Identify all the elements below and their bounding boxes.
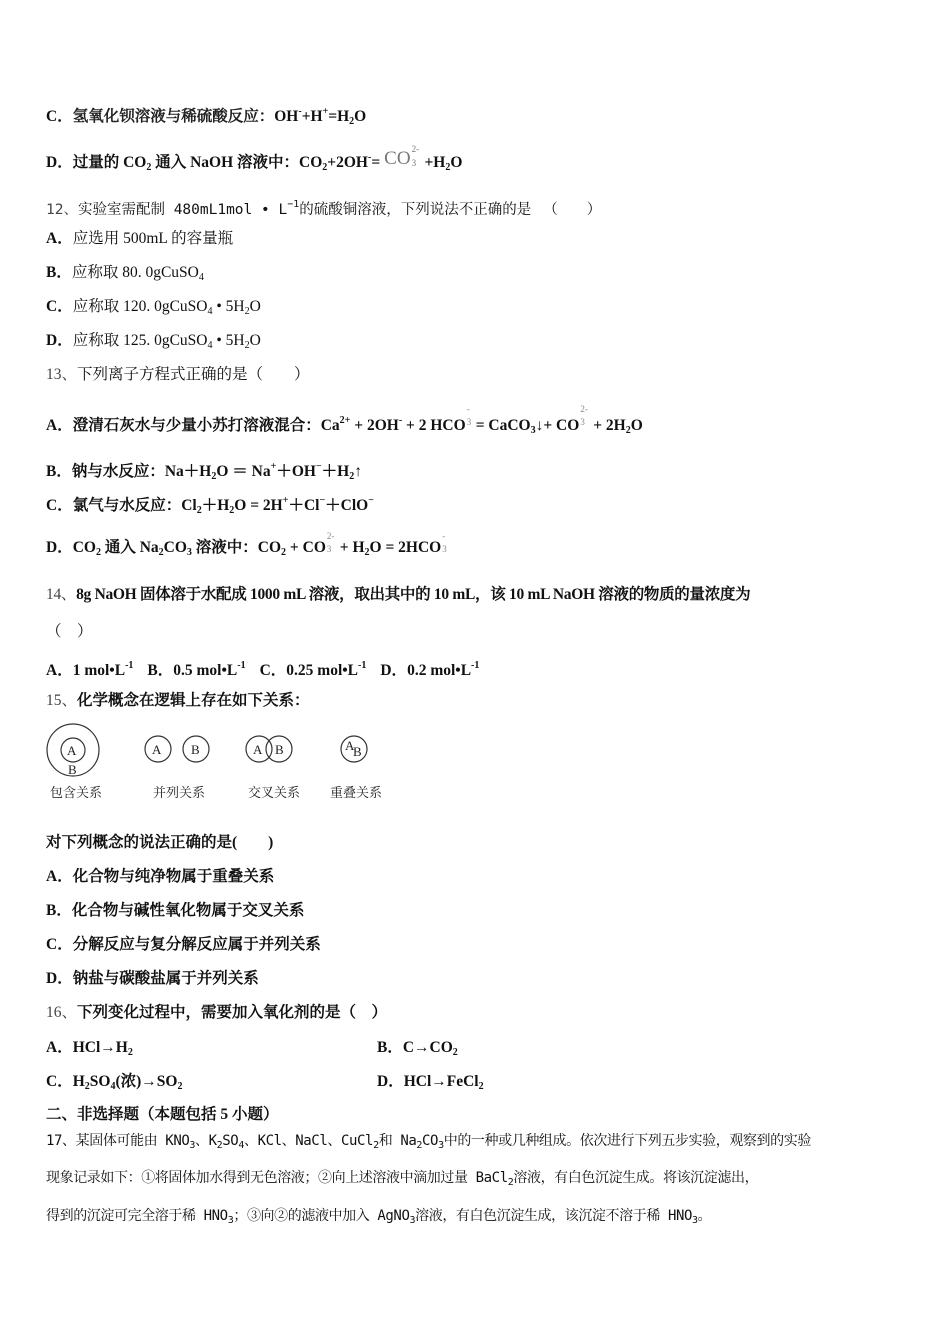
question-number: 16、	[46, 1004, 78, 1021]
q14-stem	[46, 585, 750, 605]
formula-sup: -	[398, 415, 403, 426]
formula-part: = CaCO	[475, 417, 531, 434]
q12-option-c	[46, 297, 261, 322]
formula-part: + 2H	[589, 417, 626, 434]
option-label: A．	[46, 868, 73, 885]
option-text: 通入 Na	[100, 539, 159, 556]
formula-sup: −	[368, 495, 374, 506]
q14-option-b	[147, 662, 245, 679]
formula-sub: 4	[207, 340, 213, 351]
overlap-a-label: A	[345, 738, 355, 753]
formula-part: CO	[299, 154, 323, 171]
question-text: CO	[422, 1133, 439, 1149]
ion-sub: 3	[466, 417, 472, 427]
q12-option-b	[46, 263, 204, 288]
question-number: 14、	[46, 586, 77, 603]
ion-stack	[441, 531, 451, 558]
option-label: C．	[46, 936, 73, 953]
option-label: C．	[46, 497, 73, 514]
formula-sub: 2	[364, 547, 370, 558]
section-heading	[46, 1105, 279, 1125]
formula-part: H	[72, 1073, 85, 1090]
option-text: 过量的 CO	[72, 154, 147, 171]
question-text: 溶液，有白色沉淀生成。将该沉淀滤出，	[513, 1170, 759, 1186]
ion-sub: 3	[326, 544, 332, 554]
answer-blank: （ ）	[543, 202, 602, 218]
formula-part: +2OH	[327, 154, 368, 171]
option-value: 0.2 mol•L	[407, 662, 472, 679]
q15-option-d	[46, 969, 259, 989]
formula-sup: -1	[471, 660, 480, 671]
option-text: O	[249, 298, 261, 315]
q14-option-a	[46, 662, 133, 679]
parallel-left-label: A	[152, 742, 162, 757]
diagram-label-overlap: 重叠关系	[330, 786, 383, 801]
option-label: D．	[46, 154, 73, 171]
formula-sub: 2	[95, 547, 101, 558]
question-text: 得到的沉淀可完全溶于稀 HNO	[46, 1208, 228, 1224]
formula-sub: 2	[478, 1081, 484, 1092]
formula-part: HCl→H	[72, 1039, 128, 1056]
formula-sup: −	[319, 495, 326, 506]
question-text: 现象记录如下：①将固体加水得到无色溶液；②向上述溶液中滴加过量 BaCl	[46, 1170, 508, 1186]
q15-option-c	[46, 935, 321, 955]
carbonate-ion	[384, 144, 420, 169]
venn-diagrams-svg	[46, 722, 406, 782]
option-label: C．	[259, 662, 287, 679]
option-label: C．	[46, 108, 73, 125]
option-value: 1 mol•L	[72, 662, 126, 679]
option-label: C．	[46, 298, 73, 315]
formula-sup: -	[367, 152, 372, 163]
option-text: • 5H	[212, 332, 245, 349]
formula-sub: 2	[84, 1081, 90, 1092]
formula-part: ＋ClO	[325, 497, 369, 514]
option-text: 钠与水反应：	[71, 463, 165, 480]
q16-stem	[46, 1003, 387, 1023]
ion-charge: -	[466, 404, 470, 414]
q16-option-b	[377, 1038, 458, 1063]
q15-option-a	[46, 867, 274, 887]
option-text: 应称取 120. 0gCuSO	[72, 298, 208, 315]
formula-part: +H	[301, 108, 323, 125]
formula-part: =	[371, 154, 381, 171]
option-label: C．	[46, 1073, 73, 1090]
diagram-label-containment: 包含关系	[50, 786, 103, 801]
overlap-b-label: B	[353, 744, 362, 759]
option-label: D．	[380, 662, 408, 679]
formula-part: + CO	[286, 539, 326, 556]
intersection-right-label: B	[275, 742, 284, 757]
formula-sup: 2+	[339, 415, 351, 426]
q17-line-1	[46, 1131, 811, 1156]
formula-part: CO	[72, 539, 96, 556]
option-label: D．	[46, 970, 73, 987]
intersection-left-label: A	[253, 742, 263, 757]
option-label: D．	[46, 539, 73, 556]
ion-sub: 3	[411, 158, 417, 168]
formula-sup: -1	[358, 660, 367, 671]
formula-part: +H	[420, 154, 446, 171]
formula-part: O = 2HCO	[369, 539, 442, 556]
option-text: O	[249, 332, 261, 349]
formula-sup: -1	[125, 660, 134, 671]
q15-option-b	[46, 901, 304, 921]
option-label: B．	[46, 463, 72, 480]
q12-stem	[46, 195, 601, 220]
ion-stack	[579, 404, 589, 431]
formula-part: O ＝ Na	[216, 463, 271, 480]
formula-sub: 2	[349, 471, 355, 482]
formula-part: ＋OH	[276, 463, 316, 480]
option-text: 澄清石灰水与少量小苏打溶液混合：	[72, 417, 321, 434]
formula-sup: −1	[287, 199, 300, 210]
formula-sub: 2	[507, 1177, 514, 1188]
option-label: B．	[377, 1039, 403, 1056]
formula-sup: −	[315, 461, 322, 472]
formula-sub: 4	[207, 306, 213, 317]
formula-sub: 2	[216, 1140, 223, 1151]
containment-inner-label: A	[67, 743, 77, 758]
option-value: 0.5 mol•L	[173, 662, 238, 679]
formula-part: + H	[335, 539, 365, 556]
formula-sub: 2	[322, 162, 328, 173]
q17-line-2	[46, 1168, 758, 1193]
question-number: 15、	[46, 692, 78, 709]
formula-part: Ca	[320, 417, 340, 434]
q16-option-a	[46, 1038, 133, 1063]
option-text: 应称取 80. 0gCuSO	[71, 264, 199, 281]
ion-charge: -	[442, 531, 446, 541]
question-number: 17、	[46, 1133, 76, 1149]
formula-sub: 2	[625, 425, 631, 436]
question-text: 8g NaOH 固体溶于水配成 1000 mL 溶液，取出其中的 10 mL，该 10 mL NaOH 溶液的物质的量浓度为	[76, 586, 751, 603]
question-text: 。	[697, 1208, 712, 1224]
q11-option-d	[46, 144, 463, 178]
formula-sub: 2	[452, 1047, 458, 1058]
formula-part: SO	[89, 1073, 111, 1090]
question-number: 12、	[46, 202, 78, 218]
formula-sub: 2	[127, 1047, 133, 1058]
formula-part: OH	[274, 108, 299, 125]
question-text: 的硫酸铜溶液，下列说法不正确的是	[299, 202, 532, 218]
q13-option-a	[46, 404, 643, 441]
formula-part: + 2OH	[350, 417, 399, 434]
formula-sub: 2	[146, 162, 152, 173]
option-text: • 5H	[212, 298, 245, 315]
q14-blank	[46, 622, 93, 642]
q14-option-c	[260, 662, 367, 679]
option-text: 化合物与纯净物属于重叠关系	[72, 868, 275, 885]
option-label: A．	[46, 230, 73, 247]
formula-sub: 3	[438, 1140, 444, 1151]
formula-part: O	[450, 154, 463, 171]
formula-sub: 3	[186, 547, 192, 558]
formula-part: O	[354, 108, 367, 125]
ion-sub: 3	[442, 544, 447, 554]
q12-option-a	[46, 229, 233, 249]
q13-option-b	[46, 457, 362, 487]
formula-sub: 2	[196, 505, 202, 516]
option-text: 氯气与水反应：	[72, 497, 182, 514]
q15-question	[46, 833, 273, 853]
formula-sub: 2	[445, 162, 451, 173]
option-text: 分解反应与复分解反应属于并列关系	[72, 936, 321, 953]
q13-option-d	[46, 531, 451, 563]
question-text: SO	[222, 1133, 239, 1149]
question-text: ；③向②的滤液中加入 AgNO	[233, 1208, 410, 1224]
question-text: 下列变化过程中，需要加入氧化剂的是（ ）	[77, 1004, 388, 1021]
option-label: D．	[377, 1073, 404, 1090]
formula-sub: 2	[373, 1140, 379, 1151]
q17-line-3	[46, 1206, 711, 1231]
option-text: 应称取 125. 0gCuSO	[72, 332, 208, 349]
q16-option-d	[377, 1072, 484, 1097]
containment-outer-label: B	[68, 762, 77, 777]
formula-sub: 4	[238, 1140, 244, 1151]
ion-stack	[326, 531, 336, 558]
option-label: A．	[46, 1039, 73, 1056]
parallel-right-label: B	[191, 742, 200, 757]
q13-option-c	[46, 491, 374, 521]
option-label: A．	[46, 417, 73, 434]
formula-sub: 2	[281, 547, 287, 558]
formula-part: ＋Cl	[288, 497, 320, 514]
diagram-label-parallel: 并列关系	[153, 786, 206, 801]
diagram-label-intersection: 交叉关系	[248, 786, 301, 801]
q11-option-c	[46, 102, 366, 132]
formula-sub: 3	[189, 1140, 196, 1151]
formula-sub: 2	[349, 116, 355, 127]
option-text: 氢氧化钡溶液与稀硫酸反应：	[72, 108, 275, 125]
question-text: 、KCl、NaCl、CuCl	[243, 1133, 374, 1149]
formula-sup: +	[270, 461, 277, 472]
formula-sub: 4	[198, 272, 204, 283]
formula-sub: 3	[409, 1215, 416, 1226]
formula-part: O = 2H	[234, 497, 283, 514]
question-text: 中的一种或几种组成。依次进行下列五步实验，观察到的实验	[443, 1133, 811, 1149]
formula-part: C→CO	[402, 1039, 453, 1056]
answer-blank: （ ）	[46, 623, 93, 640]
formula-sub: 3	[227, 1215, 234, 1226]
option-text: 溶液中：	[191, 539, 258, 556]
q12-option-d	[46, 331, 261, 356]
ion-sub: 3	[580, 417, 585, 427]
question-text: 某固体可能由 KNO	[75, 1133, 190, 1149]
formula-sub: 2	[416, 1140, 423, 1151]
formula-part: ＋H	[321, 463, 350, 480]
formula-sub: 2	[177, 1081, 183, 1092]
q16-option-c	[46, 1072, 182, 1097]
question-text: 对下列概念的说法正确的是( )	[46, 834, 274, 851]
formula-sub: 2	[211, 471, 217, 482]
ion-charge: 2-	[580, 404, 588, 414]
formula-sub: 2	[244, 340, 250, 351]
option-label: A．	[46, 662, 73, 679]
formula-sup: +	[322, 106, 329, 117]
option-value: 0.25 mol•L	[286, 662, 359, 679]
q15-stem	[46, 691, 310, 711]
formula-part: =H	[328, 108, 350, 125]
q13-stem	[46, 365, 310, 385]
formula-sub: 3	[692, 1215, 698, 1226]
formula-sup: -	[298, 106, 302, 117]
formula-sub: 4	[110, 1081, 116, 1092]
formula-part: HCl→FeCl	[403, 1073, 479, 1090]
formula-part: + 2 HCO	[402, 417, 466, 434]
formula-part: ＋H	[201, 497, 230, 514]
option-label: D．	[46, 332, 73, 349]
option-label: B．	[46, 264, 72, 281]
formula-sub: 3	[530, 425, 536, 436]
option-text: 应选用 500mL 的容量瓶	[72, 230, 234, 247]
ion-charge: 2-	[411, 144, 420, 154]
question-text: 实验室需配制 480mL1mol • L	[77, 202, 288, 218]
question-text: 化学概念在逻辑上存在如下关系：	[77, 692, 310, 709]
ion-base: CO	[384, 148, 411, 169]
option-text: 化合物与碱性氧化物属于交叉关系	[71, 902, 305, 919]
option-text: 通入 NaOH 溶液中：	[151, 154, 300, 171]
question-text: 和 Na	[378, 1133, 417, 1149]
formula-part: Cl	[181, 497, 197, 514]
formula-part: CO	[163, 539, 187, 556]
formula-part: O	[630, 417, 643, 434]
formula-sub: 2	[244, 306, 250, 317]
formula-sup: +	[282, 495, 289, 506]
formula-part: (浓)→SO	[115, 1073, 178, 1090]
option-text: 钠盐与碳酸盐属于并列关系	[72, 970, 259, 987]
formula-sub: 2	[158, 547, 164, 558]
formula-part: Na＋H	[164, 463, 212, 480]
question-number: 13、	[46, 366, 78, 383]
formula-sub: 2	[229, 505, 235, 516]
relationship-diagrams	[46, 722, 406, 808]
q14-option-d	[380, 662, 479, 679]
question-text: 下列离子方程式正确的是（ ）	[77, 366, 310, 383]
question-text: 、K	[195, 1133, 217, 1149]
option-label: B．	[46, 902, 72, 919]
question-text: 溶液，有白色沉淀生成，该沉淀不溶于稀 HNO	[415, 1208, 693, 1224]
formula-sup: -1	[237, 660, 246, 671]
ion-charge: 2-	[326, 531, 335, 541]
formula-part: ↓+ CO	[535, 417, 580, 434]
ion-stack	[466, 404, 476, 431]
option-label: B．	[147, 662, 174, 679]
q14-options	[46, 656, 479, 681]
formula-part: ↑	[354, 463, 362, 480]
formula-part: CO	[257, 539, 282, 556]
section-title: 二、非选择题（本题包括 5 小题）	[46, 1106, 279, 1123]
